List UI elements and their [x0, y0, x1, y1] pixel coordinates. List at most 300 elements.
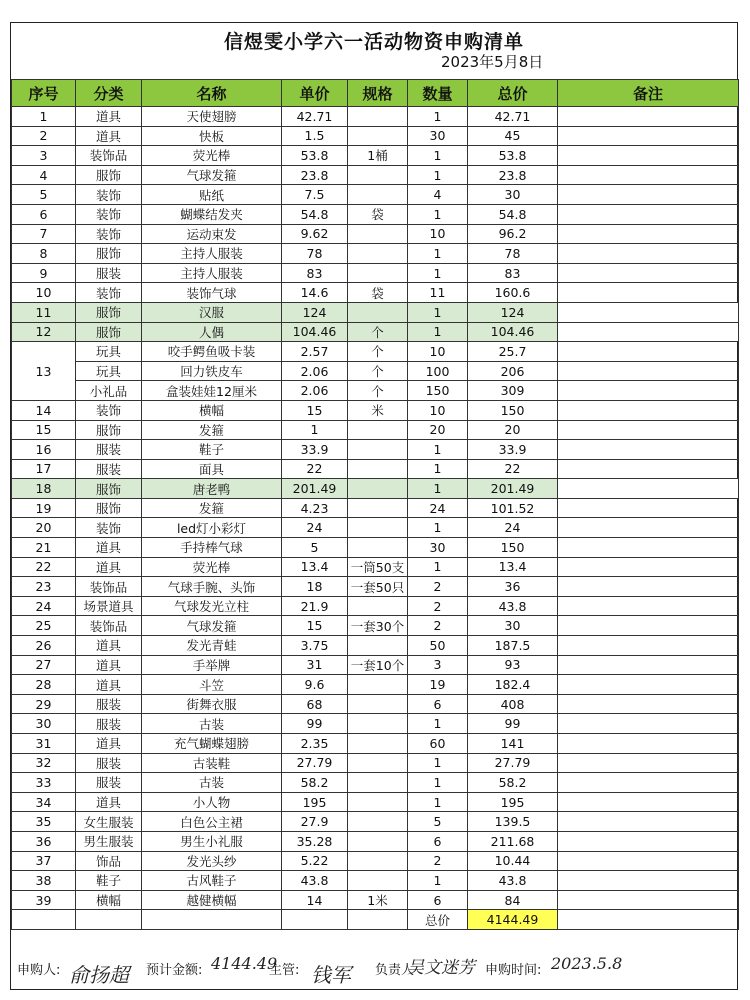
- table-cell: 11: [12, 302, 76, 322]
- table-cell: 84: [468, 890, 558, 910]
- owner-label: 负责人: [375, 963, 415, 978]
- table-cell: 横幅: [76, 890, 142, 910]
- table-cell: 42.71: [468, 107, 558, 127]
- table-cell: 古风鞋子: [142, 871, 282, 891]
- table-cell: 盒装娃娃12厘米: [142, 381, 282, 401]
- table-row: [12, 185, 739, 205]
- table-row: [12, 146, 739, 166]
- table-cell: 58.2: [282, 773, 348, 793]
- table-cell: [558, 890, 739, 910]
- table-cell: 22: [12, 557, 76, 577]
- table-cell: 99: [282, 714, 348, 734]
- table-cell: 2.35: [282, 734, 348, 754]
- table-cell: 越健横幅: [142, 890, 282, 910]
- table-cell: [558, 224, 739, 244]
- table-cell: 主持人服装: [142, 244, 282, 264]
- table-cell: 19: [12, 498, 76, 518]
- table-cell: [558, 792, 739, 812]
- table-cell: 人偶: [142, 322, 282, 342]
- table-cell: 17: [12, 459, 76, 479]
- table-cell: [558, 577, 739, 597]
- table-cell: 25: [12, 616, 76, 636]
- table-cell: [348, 538, 408, 558]
- table-row: [12, 107, 739, 127]
- table-cell: 2: [408, 616, 468, 636]
- table-cell: 个: [348, 322, 408, 342]
- table-row: [12, 616, 739, 636]
- table-cell: 1: [408, 204, 468, 224]
- table-cell: 2: [408, 596, 468, 616]
- table-cell: 33.9: [468, 440, 558, 460]
- table-row: [12, 224, 739, 244]
- col-header: 规格: [348, 80, 408, 107]
- table-cell: [12, 910, 76, 930]
- col-header: 分类: [76, 80, 142, 107]
- table-cell: 43.8: [468, 871, 558, 891]
- table-cell: 14.6: [282, 283, 348, 303]
- col-header: 数量: [408, 80, 468, 107]
- table-cell: 咬手鳄鱼吸卡装: [142, 342, 282, 362]
- table-cell: 服饰: [76, 165, 142, 185]
- table-cell: [558, 714, 739, 734]
- table-cell: 6: [408, 890, 468, 910]
- table-cell: 玩具: [76, 361, 142, 381]
- applicant-label: 申购人:: [17, 963, 61, 978]
- table-cell: 201.49: [468, 479, 558, 499]
- table-cell: 53.8: [282, 146, 348, 166]
- table-cell: [348, 126, 408, 146]
- table-row: [12, 440, 739, 460]
- table-row: [12, 342, 739, 362]
- table-cell: [558, 557, 739, 577]
- table-cell: 9.62: [282, 224, 348, 244]
- table-cell: 35.28: [282, 831, 348, 851]
- table-cell: [558, 910, 739, 930]
- sheet-date: 2023年5月8日: [441, 53, 544, 71]
- table-cell: 装饰: [76, 204, 142, 224]
- table-cell: 60: [408, 734, 468, 754]
- table-cell: [348, 244, 408, 264]
- table-cell: [558, 440, 739, 460]
- table-cell: 女生服装: [76, 812, 142, 832]
- table-cell: 2: [408, 577, 468, 597]
- table-cell: 30: [408, 538, 468, 558]
- table-cell: 道具: [76, 557, 142, 577]
- time-value: 2023.5.8: [551, 954, 623, 973]
- table-cell: 201.49: [282, 479, 348, 499]
- table-cell: 42.71: [282, 107, 348, 127]
- table-cell: 气球发箍: [142, 165, 282, 185]
- table-cell: 2.57: [282, 342, 348, 362]
- table-cell: 服装: [76, 459, 142, 479]
- table-cell: 21: [12, 538, 76, 558]
- table-cell: 装饰: [76, 400, 142, 420]
- table-cell: 211.68: [468, 831, 558, 851]
- table-cell: 装饰品: [76, 146, 142, 166]
- table-cell: 个: [348, 361, 408, 381]
- table-cell: 5: [12, 185, 76, 205]
- table-cell: 道具: [76, 675, 142, 695]
- table-cell: 发光青蛙: [142, 636, 282, 656]
- table-cell: 1: [408, 871, 468, 891]
- table-cell: 横幅: [142, 400, 282, 420]
- table-cell: 24: [468, 518, 558, 538]
- table-cell: 发箍: [142, 498, 282, 518]
- table-cell: 服饰: [76, 244, 142, 264]
- total-value: 4144.49: [468, 910, 558, 930]
- table-cell: 一套10个: [348, 655, 408, 675]
- table-cell: 54.8: [282, 204, 348, 224]
- table-cell: [558, 871, 739, 891]
- items-table: [11, 79, 739, 930]
- table-row: [12, 498, 739, 518]
- table-cell: 回力铁皮车: [142, 361, 282, 381]
- table-cell: [348, 459, 408, 479]
- table-cell: 贴纸: [142, 185, 282, 205]
- table-cell: [558, 322, 739, 342]
- table-cell: 2: [408, 851, 468, 871]
- table-cell: [558, 538, 739, 558]
- table-row: [12, 283, 739, 303]
- table-cell: [558, 107, 739, 127]
- table-cell: 18: [282, 577, 348, 597]
- table-cell: [348, 224, 408, 244]
- table-cell: 101.52: [468, 498, 558, 518]
- table-cell: [348, 596, 408, 616]
- table-cell: 气球发箍: [142, 616, 282, 636]
- table-row: [12, 890, 739, 910]
- table-row: [12, 831, 739, 851]
- table-cell: 10: [408, 224, 468, 244]
- table-cell: [558, 734, 739, 754]
- table-cell: 20: [468, 420, 558, 440]
- table-cell: 4: [12, 165, 76, 185]
- table-row: [12, 557, 739, 577]
- table-cell: [348, 734, 408, 754]
- table-cell: 斗笠: [142, 675, 282, 695]
- table-cell: 6: [408, 831, 468, 851]
- table-cell: [348, 479, 408, 499]
- table-cell: [348, 636, 408, 656]
- table-cell: [558, 851, 739, 871]
- table-cell: 服装: [76, 263, 142, 283]
- col-header: 名称: [142, 80, 282, 107]
- table-row: [12, 753, 739, 773]
- table-cell: 装饰: [76, 185, 142, 205]
- table-cell: 3: [408, 655, 468, 675]
- table-cell: [348, 773, 408, 793]
- table-cell: 14: [282, 890, 348, 910]
- table-cell: 服装: [76, 773, 142, 793]
- table-row: [12, 263, 739, 283]
- table-row: [12, 675, 739, 695]
- table-cell: 道具: [76, 107, 142, 127]
- table-cell: 面具: [142, 459, 282, 479]
- table-cell: [348, 518, 408, 538]
- table-cell: 206: [468, 361, 558, 381]
- table-cell: 荧光棒: [142, 146, 282, 166]
- table-row: [12, 714, 739, 734]
- table-row: [12, 655, 739, 675]
- table-cell: 1: [408, 263, 468, 283]
- signature-footer: [11, 943, 737, 989]
- table-cell: 78: [282, 244, 348, 264]
- table-cell: [558, 185, 739, 205]
- budget-value: 4144.49: [211, 954, 278, 973]
- table-cell: [348, 714, 408, 734]
- table-cell: [558, 459, 739, 479]
- table-cell: 31: [12, 734, 76, 754]
- budget-label: 预计金额:: [146, 963, 203, 978]
- table-cell: 23.8: [468, 165, 558, 185]
- header-row: [12, 80, 739, 107]
- table-cell: 一套30个: [348, 616, 408, 636]
- table-cell: 10: [408, 342, 468, 362]
- table-cell: 26: [12, 636, 76, 656]
- table-cell: 30: [468, 616, 558, 636]
- table-cell: 道具: [76, 126, 142, 146]
- table-cell: [558, 165, 739, 185]
- table-cell: 装饰品: [76, 616, 142, 636]
- table-cell: 20: [12, 518, 76, 538]
- table-cell: 手举牌: [142, 655, 282, 675]
- table-cell: 玩具: [76, 342, 142, 362]
- table-row: [12, 577, 739, 597]
- table-cell: 3: [12, 146, 76, 166]
- table-cell: 139.5: [468, 812, 558, 832]
- table-cell: 小礼品: [76, 381, 142, 401]
- table-cell: [348, 753, 408, 773]
- table-cell: 150: [468, 538, 558, 558]
- page-title: 信煜雯小学六一活动物资申购清单: [223, 31, 524, 53]
- table-cell: 2.06: [282, 361, 348, 381]
- table-cell: 104.46: [282, 322, 348, 342]
- table-row: [12, 773, 739, 793]
- table-cell: 5.22: [282, 851, 348, 871]
- table-cell: 309: [468, 381, 558, 401]
- table-cell: 30: [12, 714, 76, 734]
- table-cell: [558, 204, 739, 224]
- table-cell: 荧光棒: [142, 557, 282, 577]
- table-cell: 24: [282, 518, 348, 538]
- table-cell: [348, 498, 408, 518]
- table-cell: 124: [282, 302, 348, 322]
- table-cell: [558, 381, 739, 401]
- table-cell: 10: [408, 400, 468, 420]
- table-cell: 男生服装: [76, 831, 142, 851]
- supervisor-signature: 钱军: [311, 963, 351, 987]
- table-cell: 服饰: [76, 498, 142, 518]
- table-cell: 195: [282, 792, 348, 812]
- table-cell: 408: [468, 694, 558, 714]
- table-row: [12, 694, 739, 714]
- table-cell: 7.5: [282, 185, 348, 205]
- table-cell: 23: [12, 577, 76, 597]
- table-cell: 1: [408, 714, 468, 734]
- table-row: [12, 792, 739, 812]
- table-cell: 1: [282, 420, 348, 440]
- table-cell: 装饰: [76, 283, 142, 303]
- table-cell: [282, 910, 348, 930]
- table-cell: 装饰: [76, 224, 142, 244]
- table-cell: 4: [408, 185, 468, 205]
- table-cell: 气球发光立柱: [142, 596, 282, 616]
- table-cell: 195: [468, 792, 558, 812]
- table-row: [12, 596, 739, 616]
- table-cell: [558, 244, 739, 264]
- table-cell: 9: [12, 263, 76, 283]
- table-cell: 道具: [76, 636, 142, 656]
- table-cell: 快板: [142, 126, 282, 146]
- table-cell: 白色公主裙: [142, 812, 282, 832]
- table-cell: 18: [12, 479, 76, 499]
- table-cell: [348, 851, 408, 871]
- table-row: [12, 459, 739, 479]
- table-cell: 10: [12, 283, 76, 303]
- table-cell: 15: [282, 400, 348, 420]
- col-header: 总价: [468, 80, 558, 107]
- table-cell: [558, 675, 739, 695]
- table-cell: [558, 400, 739, 420]
- table-cell: [558, 263, 739, 283]
- table-cell: 1: [408, 146, 468, 166]
- table-cell: 27.9: [282, 812, 348, 832]
- table-cell: 19: [408, 675, 468, 695]
- table-cell: 6: [408, 694, 468, 714]
- table-cell: [348, 694, 408, 714]
- table-cell: 服装: [76, 694, 142, 714]
- table-cell: 24: [12, 596, 76, 616]
- table-cell: 33: [12, 773, 76, 793]
- table-cell: [558, 283, 739, 303]
- applicant-signature: 俞扬超: [69, 963, 129, 987]
- table-row: [12, 361, 739, 381]
- table-cell: [348, 831, 408, 851]
- table-cell: 3.75: [282, 636, 348, 656]
- table-cell: 主持人服装: [142, 263, 282, 283]
- table-cell: 鞋子: [142, 440, 282, 460]
- table-cell: 15: [12, 420, 76, 440]
- table-cell: 发光头纱: [142, 851, 282, 871]
- table-row: [12, 734, 739, 754]
- table-cell: 32: [12, 753, 76, 773]
- table-row: [12, 381, 739, 401]
- table-cell: 一筒50支: [348, 557, 408, 577]
- table-cell: [558, 518, 739, 538]
- table-cell: 装饰: [76, 518, 142, 538]
- table-row: [12, 538, 739, 558]
- table-row: [12, 636, 739, 656]
- table-cell: 1: [408, 479, 468, 499]
- table-cell: 1: [408, 518, 468, 538]
- table-cell: 43.8: [282, 871, 348, 891]
- table-cell: 街舞衣服: [142, 694, 282, 714]
- table-cell: [558, 636, 739, 656]
- table-cell: 4.23: [282, 498, 348, 518]
- table-cell: [558, 596, 739, 616]
- total-row: [12, 910, 739, 930]
- supervisor-label: 主管:: [269, 963, 300, 978]
- table-cell: 1米: [348, 890, 408, 910]
- table-cell: 36: [12, 831, 76, 851]
- table-cell: [348, 910, 408, 930]
- table-cell: 58.2: [468, 773, 558, 793]
- table-cell: 1: [408, 322, 468, 342]
- table-cell: 12: [12, 322, 76, 342]
- table-cell: 83: [468, 263, 558, 283]
- table-cell: 93: [468, 655, 558, 675]
- table-cell: 30: [408, 126, 468, 146]
- table-cell: 9.6: [282, 675, 348, 695]
- table-cell: 道具: [76, 792, 142, 812]
- table-cell: 36: [468, 577, 558, 597]
- table-cell: 鞋子: [76, 871, 142, 891]
- table-cell: 33.9: [282, 440, 348, 460]
- table-row: [12, 518, 739, 538]
- table-cell: 服饰: [76, 302, 142, 322]
- table-cell: 道具: [76, 538, 142, 558]
- col-header: 序号: [12, 80, 76, 107]
- table-row: [12, 812, 739, 832]
- table-cell: 米: [348, 400, 408, 420]
- table-cell: 饰品: [76, 851, 142, 871]
- table-row: [12, 322, 739, 342]
- table-cell: 6: [12, 204, 76, 224]
- table-cell: [558, 812, 739, 832]
- owner-signature: 吴文迷芳: [407, 958, 475, 978]
- table-cell: [558, 146, 739, 166]
- table-cell: 30: [468, 185, 558, 205]
- table-cell: 35: [12, 812, 76, 832]
- table-cell: 39: [12, 890, 76, 910]
- table-cell: 21.9: [282, 596, 348, 616]
- table-cell: 13.4: [468, 557, 558, 577]
- table-cell: 道具: [76, 734, 142, 754]
- table-cell: 13.4: [282, 557, 348, 577]
- table-cell: 187.5: [468, 636, 558, 656]
- purchase-sheet: [10, 22, 738, 990]
- table-cell: 1: [408, 440, 468, 460]
- table-cell: 服饰: [76, 322, 142, 342]
- table-cell: 个: [348, 381, 408, 401]
- table-cell: 29: [12, 694, 76, 714]
- table-cell: 45: [468, 126, 558, 146]
- table-cell: 1: [408, 165, 468, 185]
- table-cell: 袋: [348, 204, 408, 224]
- table-cell: 1: [408, 792, 468, 812]
- table-cell: 气球手腕、头饰: [142, 577, 282, 597]
- table-cell: 1: [408, 557, 468, 577]
- table-cell: 15: [282, 616, 348, 636]
- table-cell: 150: [468, 400, 558, 420]
- table-cell: 1桶: [348, 146, 408, 166]
- table-cell: 服装: [76, 753, 142, 773]
- table-row: [12, 400, 739, 420]
- table-cell: [558, 831, 739, 851]
- table-cell: 10.44: [468, 851, 558, 871]
- table-cell: 13: [12, 342, 76, 401]
- table-cell: 运动束发: [142, 224, 282, 244]
- table-cell: 场景道具: [76, 596, 142, 616]
- table-row: [12, 871, 739, 891]
- table-cell: 一套50只: [348, 577, 408, 597]
- table-cell: 100: [408, 361, 468, 381]
- table-cell: 唐老鸭: [142, 479, 282, 499]
- table-cell: 5: [282, 538, 348, 558]
- table-cell: 124: [468, 302, 558, 322]
- table-cell: 充气蝴蝶翅膀: [142, 734, 282, 754]
- table-cell: 104.46: [468, 322, 558, 342]
